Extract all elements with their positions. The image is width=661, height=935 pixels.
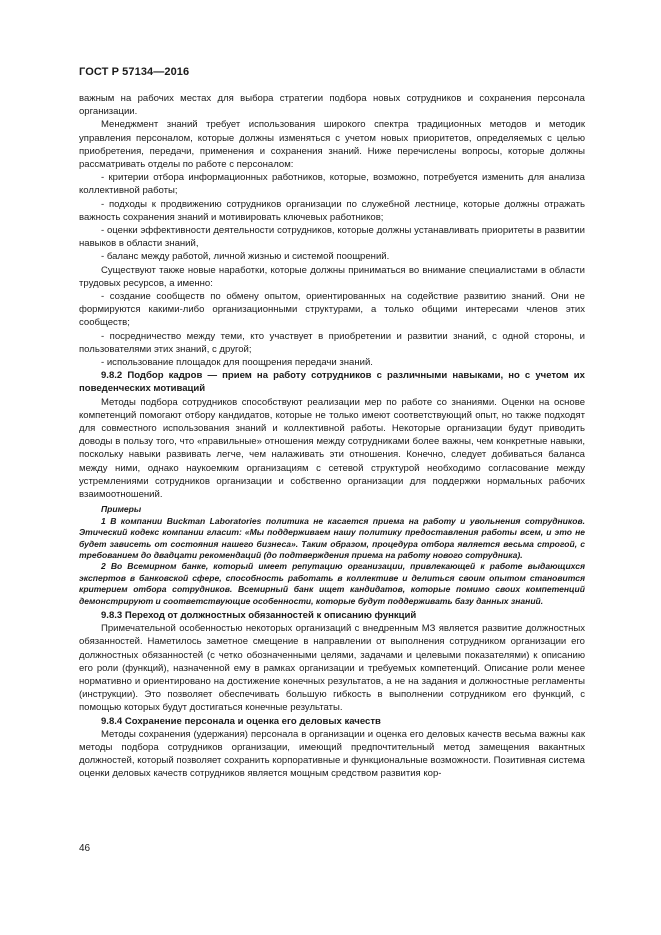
examples-heading: Примеры	[101, 504, 142, 515]
example-item: 2 Во Всемирном банке, который имеет репутацию организации, привлекающей к работе выдающихся экспертов в банковской сфере, способность работать в коллективе и делиться своим опытом становится критерием отбора сотрудников. Всемирный банк ищет кандидатов, которые помимо своих компетенций демонстрируют и соответствующие особенности, которые будут поддерживать базу данных знаний.	[79, 561, 585, 606]
paragraph: Примечательной особенностью некоторых организаций с внедренным МЗ является развитие должностных обязанностей. Наметилось заметное смещение в направлении от выполнения сотрудником организации его должностных обязанностей (с четко обозначенными целями, задачами и целевыми показателями) к описанию его роли (функций), назначенной ему в рамках организации и требуемых компетенций. Описание роли менее нормативно и ориентировано на достижение конечных результатов, а не на задания и должностные регламенты (инструкции). Это позволяет обеспечивать большую гибкость в выполнении сотрудником его функций, с помощью которых будут достигаться конечные результаты.	[79, 623, 585, 714]
paragraph: Методы подбора сотрудников способствуют реализации мер по работе со знаниями. Оценки на основе компетенций помогают отбору кандидатов, которые не только имеют соответствующий опыт, но также подходят для совместного использования знаний и коллективной работы. Некоторые организации будут приводить доводы в пользу того, что «правильные» отношения между сотрудниками более важны, чем конкретные навыки, поскольку навыки развивать легче, чем налаживать эти отношения. Конечно, следует добиваться баланса между ними, однако наукоемким организациям с сетевой структурой необходимо согласование между устремлениями сотрудников организации и собственно организации для поддержки нормальных рабочих взаимоотношений.	[79, 396, 585, 501]
list-item: - баланс между работой, личной жизнью и системой поощрений.	[101, 251, 390, 263]
list-item: - оценки эффективности деятельности сотрудников, которые должны устанавливать приоритеты в развитии навыков в области знаний,	[79, 225, 585, 250]
paragraph: Менеджмент знаний требует использования широкого спектра традиционных методов и методик управления персоналом, которые должны изменяться с учетом новых приоритетов, определяемых с целью приобретения, передачи, применения и сохранения знаний. Ниже перечислены вопросы, которые должны рассматривать отделы по работе с персоналом:	[79, 119, 585, 171]
list-item: - критерии отбора информационных работников, которые, возможно, потребуется изменить для анализа коллективной работы;	[79, 172, 585, 197]
example-item: 1 В компании Buckman Laboratories политика не касается приема на работу и увольнения сотрудников. Этический кодекс компании гласит: «Мы поддерживаем нашу политику предоставления работы всем, и это не будет зависеть от состояния нашего бизнеса». Таким образом, процедура отбора является весьма строгой, с требованием до двадцати рекомендаций (до подтверждения приема на работу нового сотрудника).	[79, 515, 585, 560]
list-item: - использование площадок для поощрения передачи знаний.	[101, 357, 373, 369]
paragraph: Существуют также новые наработки, которые должны приниматься во внимание специалистами в области трудовых ресурсов, а именно:	[79, 264, 585, 289]
paragraph: Методы сохранения (удержания) персонала в организации и оценка его деловых качеств весьма важны как методы подбора сотрудников организации, имеющий предпочтительный метод замещения вакантных должностей, который позволяет сохранить корпоративные и функциональные возможности. Позитивная система оценки деловых качеств сотрудников является мощным средством развития кор-	[79, 728, 585, 780]
page-number: 46	[79, 843, 91, 854]
section-heading-9-8-3: 9.8.3 Переход от должностных обязанностей к описанию функций	[101, 609, 417, 621]
document-header: ГОСТ Р 57134—2016	[79, 66, 190, 78]
list-item: - подходы к продвижению сотрудников организации по служебной лестнице, которые должны отражать важность сохранения знаний и мотивировать ключевых работников;	[79, 198, 585, 223]
paragraph: важным на рабочих местах для выбора стратегии подбора новых сотрудников и сохранения персонала организации.	[79, 93, 585, 118]
list-item: - создание сообществ по обмену опытом, ориентированных на содействие развитию знаний. Они не формируются какими-либо организационными структурами, а только общими интересами членов этих сообществ;	[79, 291, 585, 329]
section-heading-9-8-4: 9.8.4 Сохранение персонала и оценка его деловых качеств	[101, 715, 381, 727]
document-body	[79, 92, 585, 781]
section-heading-9-8-2: 9.8.2 Подбор кадров — прием на работу сотрудников с различными навыками, но с учетом их поведенческих мотиваций	[79, 370, 585, 395]
list-item: - посредничество между теми, кто участвует в приобретении и развитии знаний, с одной стороны, и пользователями этих знаний, с другой;	[79, 330, 585, 355]
